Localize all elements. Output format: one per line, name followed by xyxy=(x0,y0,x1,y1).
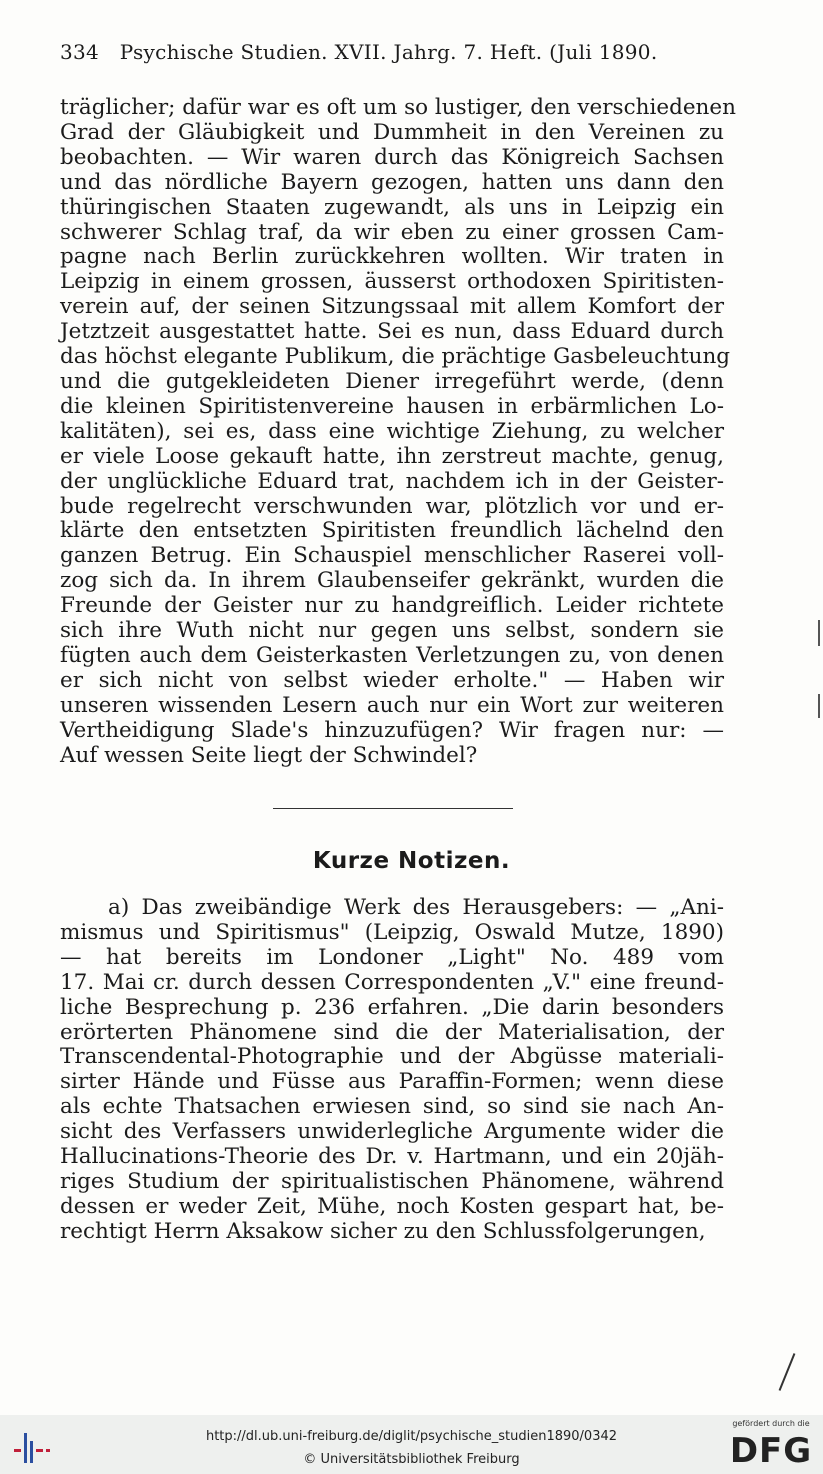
text-line: erörterten Phänomene sind die der Materialisation, der xyxy=(60,1019,724,1045)
text-line: Transcendental-Photographie und der Abgüsse materiali- xyxy=(60,1044,724,1070)
text-line: liche Besprechung p. 236 erfahren. „Die darin besonders xyxy=(60,994,724,1020)
text-line: mismus und Spiritismus" (Leipzig, Oswald Mutze, 1890) xyxy=(60,919,724,945)
text-line: Vertheidigung Slade's hinzuzufügen? Wir fragen nur: — xyxy=(60,717,724,743)
text-line: als echte Thatsachen erwiesen sind, so sind sie nach An- xyxy=(60,1094,724,1120)
text-line: klärte den entsetzten Spiritisten freundlich lächelnd den xyxy=(60,518,724,544)
text-line: Auf wessen Seite liegt der Schwindel? xyxy=(60,742,478,768)
pen-mark xyxy=(779,1353,796,1391)
text-line: der unglückliche Eduard trat, nachdem ich in der Geister- xyxy=(60,468,724,494)
text-line: träglicher; dafür war es oft um so lustiger, den verschiedenen xyxy=(60,95,736,120)
text-line: schwerer Schlag traf, da wir eben zu einer grossen Cam- xyxy=(60,219,724,245)
text-line: bude regelrecht verschwunden war, plötzlich vor und er- xyxy=(60,493,724,519)
viewer-footer xyxy=(0,1415,823,1474)
text-line: sich ihre Wuth nicht nur gegen uns selbst, sondern sie xyxy=(60,618,724,644)
text-line: kalitäten), sei es, dass eine wichtige Ziehung, zu welcher xyxy=(60,418,724,444)
text-line: und die gutgekleideten Diener irregeführt werde, (denn xyxy=(60,368,724,394)
source-url-link[interactable]: http://dl.ub.uni-freiburg.de/diglit/psychische_studien1890/0342 xyxy=(205,1429,618,1444)
section-divider xyxy=(273,808,513,809)
text-line: Freunde der Geister nur zu handgreiflich. Leider richtete xyxy=(60,593,724,619)
text-line: die kleinen Spiritistenvereine hausen in erbärmlichen Lo- xyxy=(60,393,724,419)
article-continuation-text xyxy=(60,95,736,768)
notes-text xyxy=(60,896,724,1245)
section-heading: Kurze Notizen. xyxy=(312,848,511,874)
running-title: Psychische Studien. XVII. Jahrg. 7. Heft. (Juli 1890. xyxy=(119,40,658,64)
text-line: 17. Mai cr. durch dessen Correspondenten „V." eine freund- xyxy=(60,969,724,995)
text-line: Jetztzeit ausgestattet hatte. Sei es nun, dass Eduard durch xyxy=(60,319,724,345)
running-header xyxy=(60,40,726,64)
text-line: fügten auch dem Geisterkasten Verletzungen zu, von denen xyxy=(60,642,724,668)
text-line: rechtigt Herrn Aksakow sicher zu den Schlussfolgerungen, xyxy=(60,1218,706,1244)
text-line: zog sich da. In ihrem Glaubenseifer gekränkt, wurden die xyxy=(60,568,724,594)
margin-mark xyxy=(818,694,820,718)
text-line: er sich nicht von selbst wieder erholte." — Haben wir xyxy=(60,667,724,693)
copyright-notice: © Universitätsbibliothek Freiburg xyxy=(303,1452,520,1467)
text-line: sirter Hände und Füsse aus Paraffin-Formen; wenn diese xyxy=(60,1069,724,1095)
text-line: unseren wissenden Lesern auch nur ein Wort zur weiteren xyxy=(60,692,724,718)
dfg-caption: gefördert durch die xyxy=(732,1419,810,1428)
text-line: riges Studium der spiritualistischen Phänomene, während xyxy=(60,1168,724,1194)
text-line: dessen er weder Zeit, Mühe, noch Kosten gespart hat, be- xyxy=(60,1193,724,1219)
text-line: Grad der Gläubigkeit und Dummheit in den Vereinen zu xyxy=(60,119,724,145)
text-line: und das nördliche Bayern gezogen, hatten uns dann den xyxy=(60,169,724,195)
dfg-letters: DFG xyxy=(729,1431,813,1471)
text-line: sicht des Verfassers unwiderlegliche Argumente wider die xyxy=(60,1119,724,1145)
text-line: a) Das zweibändige Werk des Herausgebers: — „Ani- xyxy=(108,895,724,920)
text-line: — hat bereits im Londoner „Light" No. 489 vom xyxy=(60,944,724,970)
text-line: ganzen Betrug. Ein Schauspiel menschlicher Raserei voll- xyxy=(60,543,724,569)
margin-mark xyxy=(818,620,820,646)
dfg-logo-icon xyxy=(726,1419,816,1471)
text-line: verein auf, der seinen Sitzungssaal mit allem Komfort der xyxy=(60,294,724,320)
text-line: beobachten. — Wir waren durch das Königreich Sachsen xyxy=(60,144,724,170)
text-line: er viele Loose gekauft hatte, ihn zerstreut machte, genug, xyxy=(60,443,724,469)
text-line: Hallucinations-Theorie des Dr. v. Hartmann, und ein 20jäh- xyxy=(60,1144,724,1170)
page-number: 334 xyxy=(60,40,100,64)
text-line: pagne nach Berlin zurückkehren wollten. Wir traten in xyxy=(60,244,724,270)
text-line: thüringischen Staaten zugewandt, als uns in Leipzig ein xyxy=(60,194,724,220)
text-line: Leipzig in einem grossen, äusserst orthodoxen Spiritisten- xyxy=(60,269,724,295)
text-line: das höchst elegante Publikum, die prächtige Gasbeleuchtung xyxy=(60,344,731,370)
